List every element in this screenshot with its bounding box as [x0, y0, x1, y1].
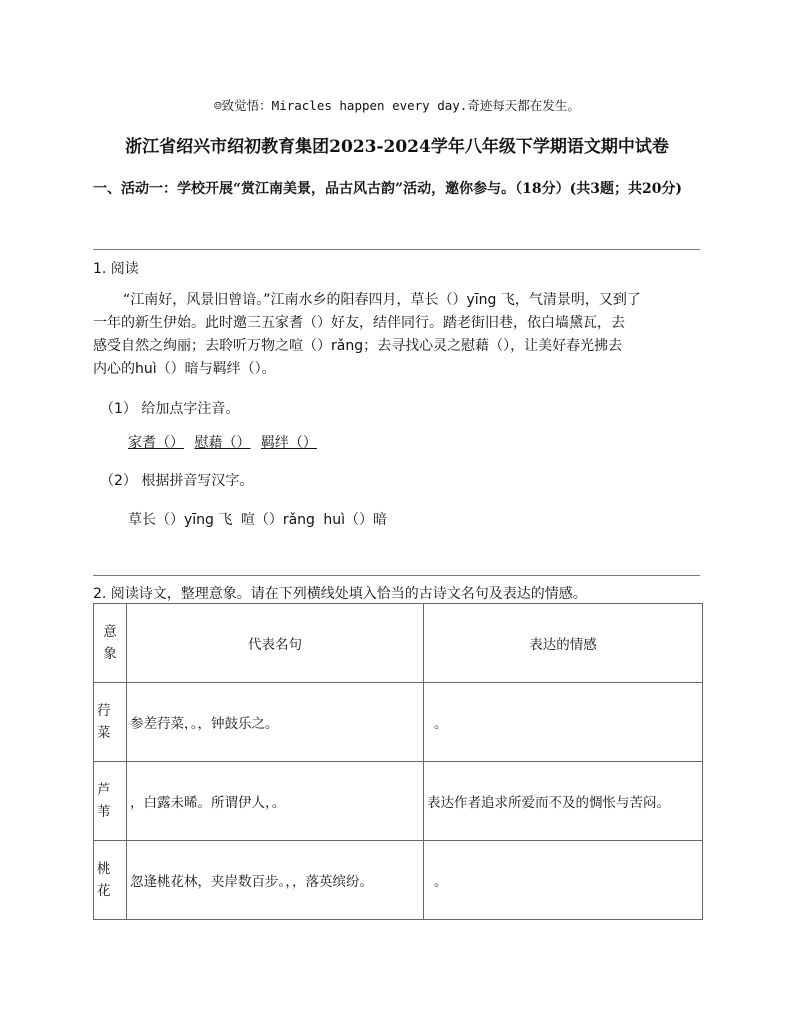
cell-image: 芦苇 [94, 762, 127, 841]
col-header-quote: 代表名句 [127, 604, 424, 683]
cell-emotion: 。 [424, 683, 703, 762]
table-header-row [94, 604, 703, 683]
cell-image: 桃花 [94, 841, 127, 920]
q2-label: 2. 阅读诗文，整理意象。请在下列横线处填入恰当的古诗文名句及表达的情感。 [93, 586, 587, 602]
cell-quote: ，白露未晞。所谓伊人，。 [127, 762, 424, 841]
sub2-item: 草长（）yīng 飞 [128, 512, 233, 528]
q1-sub1-items [128, 432, 317, 452]
divider-q1 [93, 249, 700, 250]
cell-quote: 忽逢桃花林，夹岸数百步。，，落英缤纷。 [127, 841, 424, 920]
sub1-item: 家耆（） [128, 435, 184, 451]
motto-header: ☺致觉悟：Miracles happen every day.奇迹每天都在发生。 [214, 98, 580, 113]
passage-line: 一年的新生伊始。此时邀三五家耆（）好友，结伴同行。踏老街旧巷，依白墙黛瓦，去 [93, 315, 625, 331]
imagery-table [93, 603, 703, 920]
passage-line: 感受自然之绚丽；去聆听万物之喧（）rǎng；去寻找心灵之慰藉（），让美好春光拂去 [93, 338, 623, 354]
divider-q2 [93, 575, 700, 576]
q1-label: 1. 阅读 [93, 261, 139, 277]
passage-line: 内心的huì（）暗与羁绊（）。 [93, 361, 276, 377]
cell-emotion: 。 [424, 841, 703, 920]
cell-emotion: 表达作者追求所爱而不及的惆怅与苦闷。 [424, 762, 703, 841]
col-header-image: 意象 [94, 604, 127, 683]
table-row [94, 841, 703, 920]
cell-image: 荇菜 [94, 683, 127, 762]
exam-title: 浙江省绍兴市绍初教育集团2023-2024学年八年级下学期语文期中试卷 [125, 137, 669, 157]
section-heading: 一、活动一：学校开展“赏江南美景，品古风古韵”活动，邀你参与。（18分）(共3题；共20分) [93, 181, 683, 197]
q1-sub2-label: （2） 根据拼音写汉字。 [100, 473, 254, 489]
q1-sub2-items [128, 509, 387, 529]
passage-line: “江南好，风景旧曾谙。”江南水乡的阳春四月，草长（）yīng 飞，气清景明，又到了 [123, 292, 641, 308]
table-row [94, 683, 703, 762]
q1-passage [93, 289, 705, 381]
q1-sub1-label: （1） 给加点字注音。 [100, 401, 240, 417]
col-header-emotion: 表达的情感 [424, 604, 703, 683]
cell-quote: 参差荇菜，。，钟鼓乐之。 [127, 683, 424, 762]
sub2-item: 喧（）rǎng [240, 512, 315, 528]
sub1-item: 慰藉（） [194, 435, 251, 451]
sub1-item: 羁绊（） [260, 435, 317, 451]
sub2-item: huì（）暗 [323, 512, 388, 528]
table-row [94, 762, 703, 841]
